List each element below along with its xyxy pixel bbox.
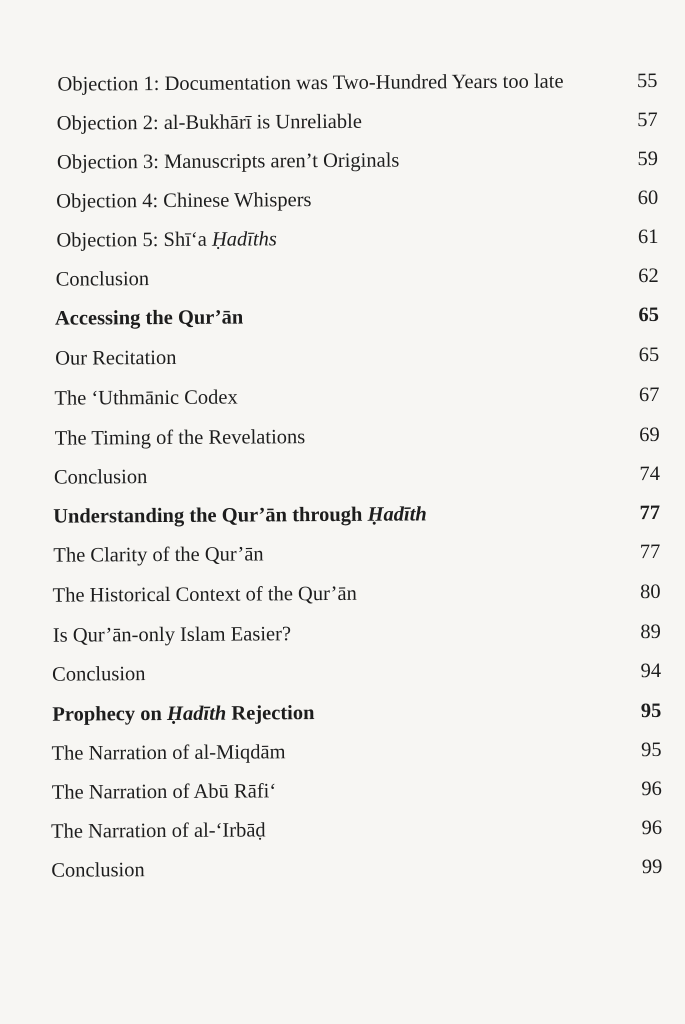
toc-entry-title: The Narration of al-Miqdām xyxy=(51,741,286,765)
toc-entry-title: Conclusion xyxy=(51,859,145,882)
toc-entry-title xyxy=(53,499,427,531)
toc-entry-title: The Narration of al-‘Irbāḍ xyxy=(51,819,266,843)
toc-entry-page: 80 xyxy=(640,580,661,604)
toc-entry-page: 96 xyxy=(641,816,663,840)
toc-entry-title-text: Understanding the Qur’ān through xyxy=(53,503,368,528)
toc-entry-objection-1 xyxy=(0,66,685,100)
toc-entry-title: Objection 3: Manuscripts aren’t Originals xyxy=(56,149,400,174)
toc-entry-page: 95 xyxy=(641,738,662,762)
toc-entry-title: Our Recitation xyxy=(55,346,177,370)
toc-chapter-prophecy-on-hadith-rejection xyxy=(4,696,685,730)
toc-entry-title: The Narration of Abū Rāfi‘ xyxy=(51,780,277,804)
toc-entry-objection-3 xyxy=(1,144,685,178)
toc-entry-page: 99 xyxy=(641,855,663,879)
toc-entry-page: 55 xyxy=(636,69,658,93)
toc-entry-narration-abu-rafi xyxy=(5,774,685,808)
toc-entry-page: 59 xyxy=(637,147,659,171)
toc-entry-historical-context xyxy=(4,577,685,611)
toc-entry-conclusion xyxy=(3,459,685,493)
toc-entry-page: 89 xyxy=(640,620,661,644)
toc-entry-clarity-of-quran xyxy=(3,537,685,571)
toc-entry-title: The ‘Uthmānic Codex xyxy=(54,386,238,410)
toc-entry-title-italic: Ḥadīth xyxy=(166,702,227,725)
toc-entry-page: 69 xyxy=(639,423,660,447)
toc-entry-objection-5 xyxy=(1,222,685,256)
toc-entry-page: 60 xyxy=(637,186,659,210)
toc-entry-title: The Timing of the Revelations xyxy=(54,426,306,450)
toc-chapter-accessing-the-quran xyxy=(2,300,685,334)
toc-entry-page: 65 xyxy=(638,343,660,367)
toc-entry-title: Objection 2: al-Bukhārī is Unreliable xyxy=(56,110,362,135)
toc-entry-title-text: Prophecy on xyxy=(52,702,168,726)
toc-entry-title: Conclusion xyxy=(53,466,148,489)
toc-entry-page: 96 xyxy=(641,777,662,801)
toc-entry-page: 65 xyxy=(638,303,660,327)
toc-entry-title-italic: Ḥadīth xyxy=(367,503,427,526)
toc-entry-page: 95 xyxy=(640,699,662,723)
toc-entry-title-text: Objection 5: Shī‘a xyxy=(56,228,212,252)
toc-entry-page: 77 xyxy=(639,501,661,525)
toc-entry-page: 57 xyxy=(637,108,658,132)
toc-entry-title-italic: Ḥadīths xyxy=(211,228,277,251)
toc-entry-title: Conclusion xyxy=(55,268,150,291)
toc-entry-title: Conclusion xyxy=(52,663,146,686)
toc-entry-title: Accessing the Qur’ān xyxy=(54,306,244,330)
toc-entry-page: 74 xyxy=(639,462,660,486)
toc-entry-title: Objection 4: Chinese Whispers xyxy=(56,189,312,213)
toc-entry-narration-al-miqdam xyxy=(5,735,685,769)
toc-entry-title: The Historical Context of the Qur’ān xyxy=(52,582,357,607)
toc-entry-page: 77 xyxy=(639,540,661,564)
toc-entry-title: Is Qur’ān-only Islam Easier? xyxy=(52,623,292,647)
toc-chapter-understanding-the-quran xyxy=(3,498,685,532)
toc-entry-objection-2 xyxy=(1,105,685,139)
toc-entry-narration-al-irbad xyxy=(5,813,685,847)
toc-entry-title: Objection 1: Documentation was Two-Hundred Years too late xyxy=(57,70,564,96)
toc-entry-page: 67 xyxy=(638,383,660,407)
toc-entry-title xyxy=(56,224,277,255)
toc-entry-title: The Clarity of the Qur’ān xyxy=(53,543,264,567)
toc-entry-title-text: Rejection xyxy=(226,702,315,725)
toc-entry-our-recitation xyxy=(2,340,685,374)
toc-entry-conclusion xyxy=(4,656,685,690)
toc-entry-quran-only-islam xyxy=(4,617,685,651)
toc-entry-uthmanic-codex xyxy=(2,380,685,414)
toc-entry-conclusion xyxy=(5,852,685,886)
toc-entry-page: 61 xyxy=(637,225,659,249)
toc-entry-timing-of-revelations xyxy=(3,420,685,454)
toc-entry-page: 94 xyxy=(640,659,662,683)
toc-entry-objection-4 xyxy=(1,183,685,217)
toc-entry-title xyxy=(52,698,314,730)
toc-entry-page: 62 xyxy=(638,264,659,288)
toc-entry-conclusion xyxy=(2,261,685,295)
